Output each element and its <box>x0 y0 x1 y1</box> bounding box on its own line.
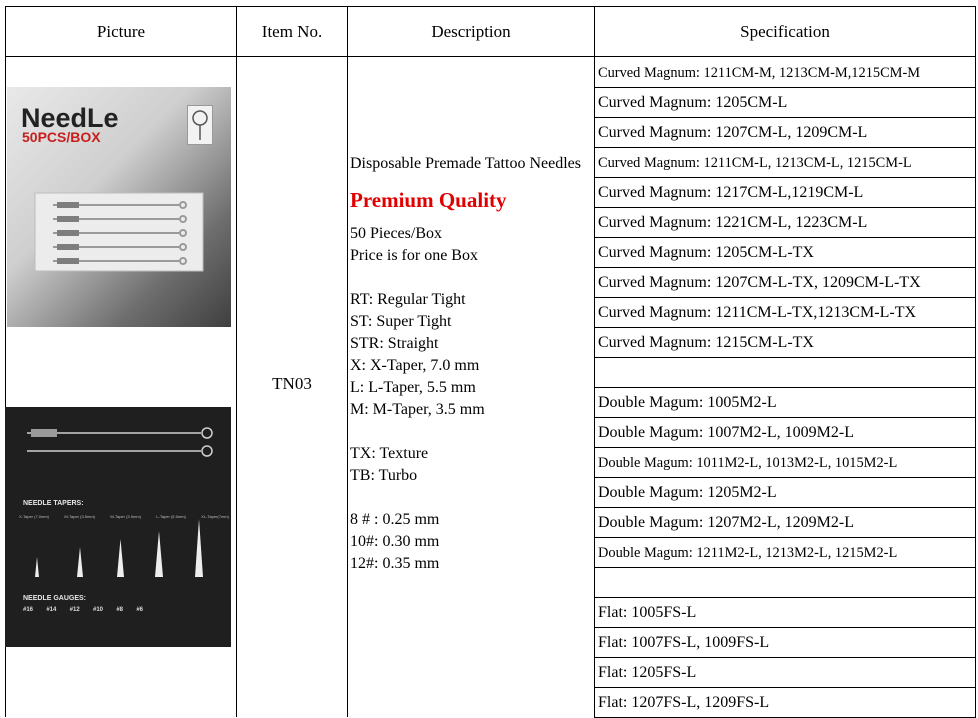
gauge-line: 8 # : 0.25 mm <box>350 511 440 528</box>
header-divider <box>5 56 976 57</box>
spec-row: Curved Magnum: 1205CM-L <box>598 94 788 111</box>
spec-row: Curved Magnum: 1211CM-L, 1213CM-L, 1215CM-L <box>598 154 912 171</box>
gauge-label: #16 <box>23 607 34 613</box>
gauge-label: #6 <box>136 607 143 613</box>
taper-line: L: L-Taper, 5.5 mm <box>350 379 476 396</box>
pack-info <box>350 223 590 267</box>
finish-line: TX: Texture <box>350 445 429 462</box>
taper-label: X-Taper (7.0mm) <box>19 514 50 519</box>
spec-row <box>598 358 974 388</box>
gauge-sizes <box>350 509 590 575</box>
header-description: Description <box>431 21 511 41</box>
spec-row: Curved Magnum: 1207CM-L, 1209CM-L <box>598 124 868 141</box>
header-specification: Specification <box>740 21 830 41</box>
gauge-label: #12 <box>69 607 80 613</box>
spec-row: Double Magum: 1007M2-L, 1009M2-L <box>598 424 854 441</box>
taper-label: M-Taper (3.5mm) <box>64 514 95 519</box>
item-number: TN03 <box>272 374 312 393</box>
header-item-no: Item No. <box>261 21 323 41</box>
spec-row: Double Magum: 1207M2-L, 1209M2-L <box>598 514 854 531</box>
pack-line: 50 Pieces/Box <box>350 225 442 242</box>
header-picture: Picture <box>96 21 146 41</box>
spec-row: Double Magum: 1205M2-L <box>598 484 777 501</box>
taper-line: RT: Regular Tight <box>350 291 466 308</box>
finish-line: TB: Turbo <box>350 467 418 484</box>
taper-line: ST: Super Tight <box>350 313 452 330</box>
spec-row: Curved Magnum: 1221CM-L, 1223CM-L <box>598 214 868 231</box>
tapers-title: NEEDLE TAPERS: <box>23 500 84 507</box>
spec-row: Curved Magnum: 1211CM-M, 1213CM-M,1215CM-M <box>598 64 921 81</box>
gauges-title: NEEDLE GAUGES: <box>23 595 87 602</box>
box-count: 50PCS/BOX <box>22 129 101 145</box>
product-description <box>350 153 590 575</box>
taper-types <box>350 289 590 421</box>
needle-box-image <box>7 87 231 327</box>
box-brand: NeedLe <box>21 103 119 133</box>
needle-tray-icon <box>7 87 231 327</box>
spec-row: Curved Magnum: 1205CM-L-TX <box>598 244 814 261</box>
spec-row: Flat: 1205FS-L <box>598 664 697 681</box>
gauge-labels <box>23 607 143 613</box>
needle-taper-chart-image <box>5 407 231 647</box>
taper-label: M-Taper (3.5mm) <box>110 514 141 519</box>
spec-row: Curved Magnum: 1215CM-L-TX <box>598 334 814 351</box>
gauge-line: 12#: 0.35 mm <box>350 555 440 572</box>
spec-row <box>598 568 974 598</box>
taper-labels <box>19 514 229 519</box>
pack-line: Price is for one Box <box>350 247 478 264</box>
spec-row: Curved Magnum: 1207CM-L-TX, 1209CM-L-TX <box>598 274 921 291</box>
spec-row: Flat: 1007FS-L, 1009FS-L <box>598 634 770 651</box>
gauge-label: #8 <box>116 607 123 613</box>
taper-line: M: M-Taper, 3.5 mm <box>350 401 485 418</box>
gauge-label: #14 <box>46 607 57 613</box>
spec-row: Double Magum: 1011M2-L, 1013M2-L, 1015M2-L <box>598 454 898 471</box>
description-title: Disposable Premade Tattoo Needles <box>350 155 581 172</box>
spec-row: Double Magum: 1211M2-L, 1213M2-L, 1215M2-L <box>598 544 898 561</box>
finish-types <box>350 443 590 487</box>
column-divider <box>236 6 237 717</box>
gauge-line: 10#: 0.30 mm <box>350 533 440 550</box>
taper-label: XL-Taper(7mm) <box>201 514 229 519</box>
spec-row: Curved Magnum: 1211CM-L-TX,1213CM-L-TX <box>598 304 917 321</box>
premium-quality-label: Premium Quality <box>350 188 507 212</box>
table-border-right <box>975 6 976 717</box>
spec-row: Flat: 1207FS-L, 1209FS-L <box>598 694 770 711</box>
spec-row: Flat: 1005FS-L <box>598 604 697 621</box>
taper-line: X: X-Taper, 7.0 mm <box>350 357 480 374</box>
spec-row: Double Magum: 1005M2-L <box>598 394 777 411</box>
column-divider <box>594 6 595 717</box>
taper-label: L-Taper (5.5mm) <box>156 514 186 519</box>
gauge-label: #10 <box>92 607 103 613</box>
taper-line: STR: Straight <box>350 335 439 352</box>
column-divider <box>347 6 348 717</box>
spec-row: Curved Magnum: 1217CM-L,1219CM-L <box>598 184 864 201</box>
